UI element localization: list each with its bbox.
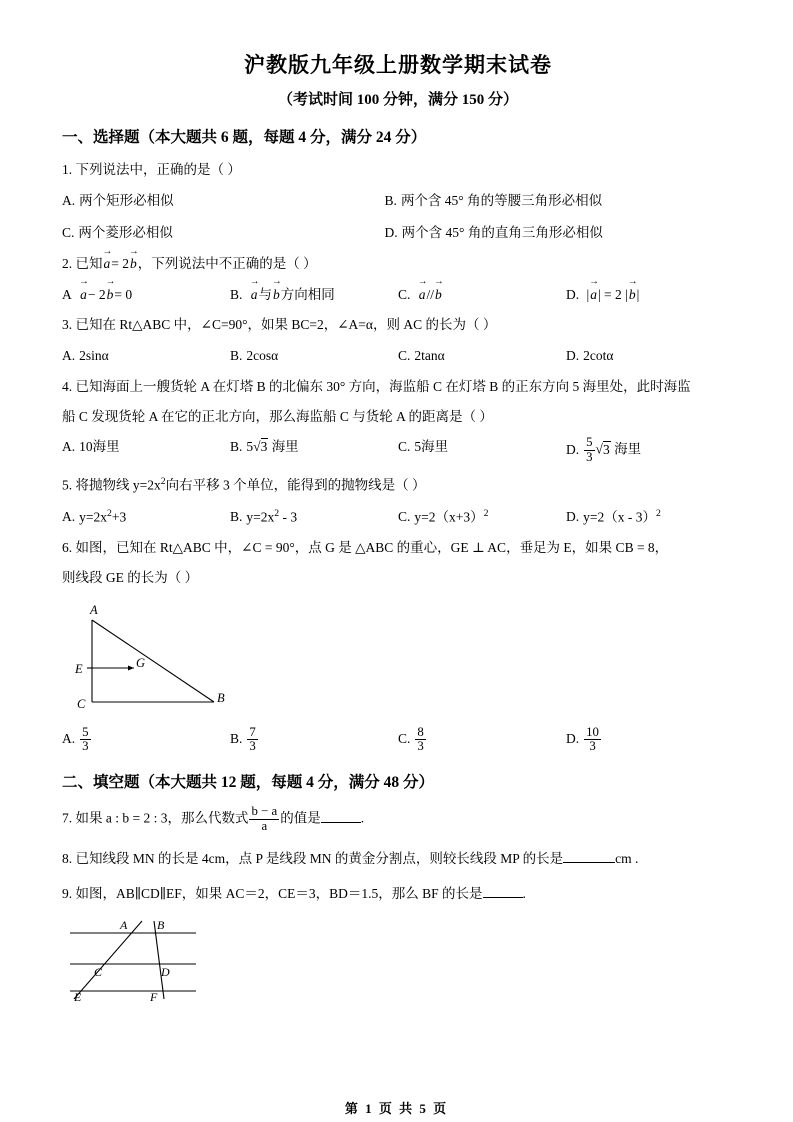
vector-a-icon: a → xyxy=(250,284,259,306)
option-text-b: 2cosα xyxy=(246,348,279,364)
q2-d-mid: | = 2 | xyxy=(597,286,628,302)
figure-label-E: E xyxy=(75,661,83,676)
q5-stem-pre: 5. 将抛物线 y=2x xyxy=(62,477,161,493)
q2-d-tail: | xyxy=(636,286,640,302)
option-label-c: C. xyxy=(398,439,411,455)
question-4-options xyxy=(62,436,734,464)
q7-pre: 7. 如果 a : b = 2 : 3，那么代数式 xyxy=(62,810,249,826)
vector-a-icon: a → xyxy=(589,284,598,306)
option-label-a: A. xyxy=(62,193,76,209)
section-heading-fill-blank: 二、填空题（本大题共 12 题，每题 4 分，满分 48 分） xyxy=(62,773,435,791)
exponent: 2 xyxy=(274,507,280,519)
q5-stem-exponent: 2 xyxy=(160,476,166,488)
option-text-a: 两个矩形必相似 xyxy=(79,193,174,209)
option-label-a: A. xyxy=(62,731,76,747)
exponent: 2 xyxy=(483,507,489,519)
q7-tail: . xyxy=(360,810,365,826)
vector-b-icon: b → xyxy=(272,284,281,306)
radical-icon: √3 xyxy=(595,441,610,457)
answer-blank-8[interactable] xyxy=(563,862,615,863)
page-content xyxy=(62,52,734,1013)
question-4-option-c[interactable] xyxy=(398,436,566,464)
question-5-options xyxy=(62,506,734,528)
question-6-option-a[interactable] xyxy=(62,726,230,754)
question-7 xyxy=(62,805,734,833)
fraction-denominator: 3 xyxy=(249,739,256,754)
option-label-b: B. xyxy=(230,286,243,302)
q5-b-post: - 3 xyxy=(279,509,298,525)
option-label-a: A xyxy=(62,286,72,302)
q2-b-tail: 方向相同 xyxy=(280,286,335,302)
question-1-stem: 1. 下列说法中，正确的是（ ） xyxy=(62,162,241,178)
question-5-stem xyxy=(62,474,734,496)
q7-post: 的值是 xyxy=(280,810,321,826)
question-2-option-a[interactable] xyxy=(62,284,230,306)
page-subtitle: （考试时间 100 分钟，满分 150 分） xyxy=(277,92,518,109)
question-6-stem-line-1: 6. 如图，已知在 Rt△ABC 中，∠C = 90°，点 G 是 △ABC 的重心，GE ⊥ AC，垂足为 E，如果 CB = 8， xyxy=(62,539,669,555)
option-label-c: C. xyxy=(398,731,411,747)
question-6-option-b[interactable] xyxy=(230,726,398,754)
figure-label-G: G xyxy=(136,655,146,670)
question-6-option-c[interactable] xyxy=(398,726,566,754)
question-2-options xyxy=(62,284,734,306)
right-triangle-centroid-diagram xyxy=(62,598,272,716)
option-label-d: D. xyxy=(566,731,580,747)
option-label-d: D. xyxy=(566,509,580,525)
q2-d-bar: | xyxy=(586,286,590,302)
question-4-stem-line-2: 船 C 发现货轮 A 在它的正北方向，那么海监船 C 与货轮 A 的距离是（ ） xyxy=(62,408,493,424)
fraction xyxy=(415,726,425,754)
option-label-d: D. xyxy=(384,225,398,240)
question-9 xyxy=(62,884,734,905)
question-4-option-d[interactable] xyxy=(566,436,734,464)
question-4-stem-line-1: 4. 已知海面上一艘货轮 A 在灯塔 B 的北偏东 30° 方向，海监船 C 在灯塔 B 的正东方向 5 海里处，此时海监 xyxy=(62,378,691,394)
question-9-figure xyxy=(62,911,734,1003)
option-label-c: C. xyxy=(398,286,411,302)
question-3-option-c[interactable] xyxy=(398,345,566,367)
figure-label-C: C xyxy=(94,965,103,980)
question-6-options xyxy=(62,726,734,754)
question-1-option-d[interactable] xyxy=(385,222,721,244)
q4-d-post: 海里 xyxy=(614,441,642,457)
figure-label-F: F xyxy=(150,990,158,1004)
option-label-a: A. xyxy=(62,348,76,364)
question-5-option-b[interactable] xyxy=(230,506,398,528)
q9-post: . xyxy=(522,886,526,902)
fraction-numerator: 5 xyxy=(82,724,89,739)
fraction xyxy=(249,805,279,833)
option-label-b: B. xyxy=(230,731,243,747)
fraction xyxy=(247,726,257,754)
question-2-stem xyxy=(62,254,734,275)
option-label-d: D. xyxy=(566,286,580,302)
question-3-option-d[interactable] xyxy=(566,345,734,367)
option-label-a: A. xyxy=(62,439,76,455)
fraction-numerator: 8 xyxy=(417,724,424,739)
question-5-option-a[interactable] xyxy=(62,506,230,528)
option-text-d: 两个含 45° 角的直角三角形必相似 xyxy=(401,225,603,240)
question-5-option-c[interactable] xyxy=(398,506,566,528)
fraction-denominator: 3 xyxy=(589,739,596,754)
figure-label-E: E xyxy=(74,990,82,1004)
option-text-d: 2cotα xyxy=(583,348,614,364)
figure-label-B: B xyxy=(217,690,225,705)
q5-b-pre: y=2x xyxy=(246,509,275,525)
vector-b-icon: b → xyxy=(106,284,115,306)
question-4-option-b[interactable] xyxy=(230,436,398,464)
fraction xyxy=(584,726,601,754)
question-1-option-b[interactable] xyxy=(385,190,721,212)
vector-a-icon: a → xyxy=(418,284,427,306)
option-label-c: C. xyxy=(62,225,75,240)
question-3-option-b[interactable] xyxy=(230,345,398,367)
radicand: 3 xyxy=(602,441,610,457)
page-title: 沪教版九年级上册数学期末试卷 xyxy=(244,53,552,77)
option-text-c: 两个菱形必相似 xyxy=(78,225,173,240)
answer-blank-9[interactable] xyxy=(483,897,523,898)
fraction-denominator: 3 xyxy=(417,739,424,754)
fraction-denominator: a xyxy=(261,818,268,833)
option-label-d: D. xyxy=(566,441,580,457)
page-footer: 第 1 页 共 5 页 xyxy=(344,1101,449,1116)
q5-a-post: +3 xyxy=(111,509,127,525)
q5-c-pre: y=2（x+3） xyxy=(414,509,484,525)
q2-c-mid: // xyxy=(426,286,435,302)
option-text-a: 10海里 xyxy=(79,439,120,455)
figure-label-B: B xyxy=(157,918,165,933)
q9-pre: 9. 如图，AB∥CD∥EF，如果 AC＝2，CE＝3，BD＝1.5，那么 BF 的长是 xyxy=(62,886,483,902)
fraction-denominator: 3 xyxy=(586,449,593,464)
q2-stem-pre: 2. 已知 xyxy=(62,255,103,271)
figure-label-C: C xyxy=(77,696,86,711)
option-text-b: 两个含 45° 角的等腰三角形必相似 xyxy=(400,193,603,209)
vector-b-icon: b → xyxy=(628,284,637,306)
question-1-option-a[interactable] xyxy=(62,190,385,212)
q4-b-post: 海里 xyxy=(271,439,299,455)
fraction-denominator: 3 xyxy=(82,739,89,754)
option-label-b: B. xyxy=(230,509,243,525)
figure-label-A: A xyxy=(90,602,98,617)
answer-blank-7[interactable] xyxy=(321,822,361,823)
question-3-options xyxy=(62,345,734,367)
vector-a-icon: a → xyxy=(103,254,112,275)
option-label-a: A. xyxy=(62,509,76,525)
fraction xyxy=(80,726,90,754)
vector-b-icon: b → xyxy=(129,254,138,275)
q5-stem-post: 向右平移 3 个单位，能得到的抛物线是（ ） xyxy=(165,477,426,493)
option-label-b: B. xyxy=(384,193,397,209)
radical-icon: √3 xyxy=(253,439,268,455)
three-parallel-lines-diagram xyxy=(62,911,232,1003)
fraction xyxy=(584,436,594,464)
option-label-c: C. xyxy=(398,509,411,525)
q4-b-pre: 5 xyxy=(246,439,254,455)
fraction-numerator: 5 xyxy=(586,435,593,450)
q2-stem-eq: = 2 xyxy=(111,255,129,271)
figure-label-D: D xyxy=(161,965,170,980)
question-2-option-d[interactable] xyxy=(566,284,734,306)
q2-a-tail: = 0 xyxy=(114,286,133,302)
radicand: 3 xyxy=(260,439,268,455)
option-label-b: B. xyxy=(230,439,243,455)
question-2-option-b[interactable] xyxy=(230,284,398,306)
question-1-options-row-1 xyxy=(62,190,734,212)
fraction-numerator: 7 xyxy=(249,724,256,739)
option-text-c: 2tanα xyxy=(414,348,445,364)
option-label-c: C. xyxy=(398,348,411,364)
q2-a-mid: − 2 xyxy=(87,286,106,302)
fraction-numerator: b − a xyxy=(251,804,278,819)
option-label-b: B. xyxy=(230,348,243,364)
q2-stem-post: ，下列说法中不正确的是（ ） xyxy=(137,255,317,271)
q8-post: cm . xyxy=(615,851,639,867)
question-3-stem: 3. 已知在 Rt△ABC 中，∠C=90°，如果 BC=2，∠A=α，则 AC 的长为（ ） xyxy=(62,317,497,333)
question-3-option-a[interactable] xyxy=(62,345,230,367)
option-label-d: D. xyxy=(566,348,580,364)
question-5-option-d[interactable] xyxy=(566,506,734,528)
question-2-option-c[interactable] xyxy=(398,284,566,306)
vector-a-icon: a → xyxy=(79,284,88,306)
vector-b-icon: b → xyxy=(434,284,443,306)
exponent: 2 xyxy=(107,507,112,519)
figure-label-A: A xyxy=(120,918,128,933)
option-text-a: 2sinα xyxy=(79,348,109,364)
question-6-option-d[interactable] xyxy=(566,726,734,754)
section-heading-choice: 一、选择题（本大题共 6 题，每题 4 分，满分 24 分） xyxy=(62,128,427,146)
fraction-numerator: 10 xyxy=(586,724,599,739)
q8-pre: 8. 已知线段 MN 的长是 4cm，点 P 是线段 MN 的黄金分割点，则较长线段 MP 的长是 xyxy=(62,851,564,867)
exponent: 2 xyxy=(655,507,661,519)
q5-d-pre: y=2（x - 3） xyxy=(583,509,656,525)
question-8 xyxy=(62,849,734,870)
question-1-option-c[interactable] xyxy=(62,222,385,244)
question-6-figure xyxy=(62,598,734,716)
q2-b-mid: 与 xyxy=(258,286,273,302)
option-text-c: 5海里 xyxy=(414,439,449,455)
question-1-options-row-2 xyxy=(62,222,734,244)
q5-a-pre: y=2x xyxy=(79,509,107,525)
question-4-option-a[interactable] xyxy=(62,436,230,464)
question-6-stem-line-2: 则线段 GE 的长为（ ） xyxy=(62,569,199,585)
